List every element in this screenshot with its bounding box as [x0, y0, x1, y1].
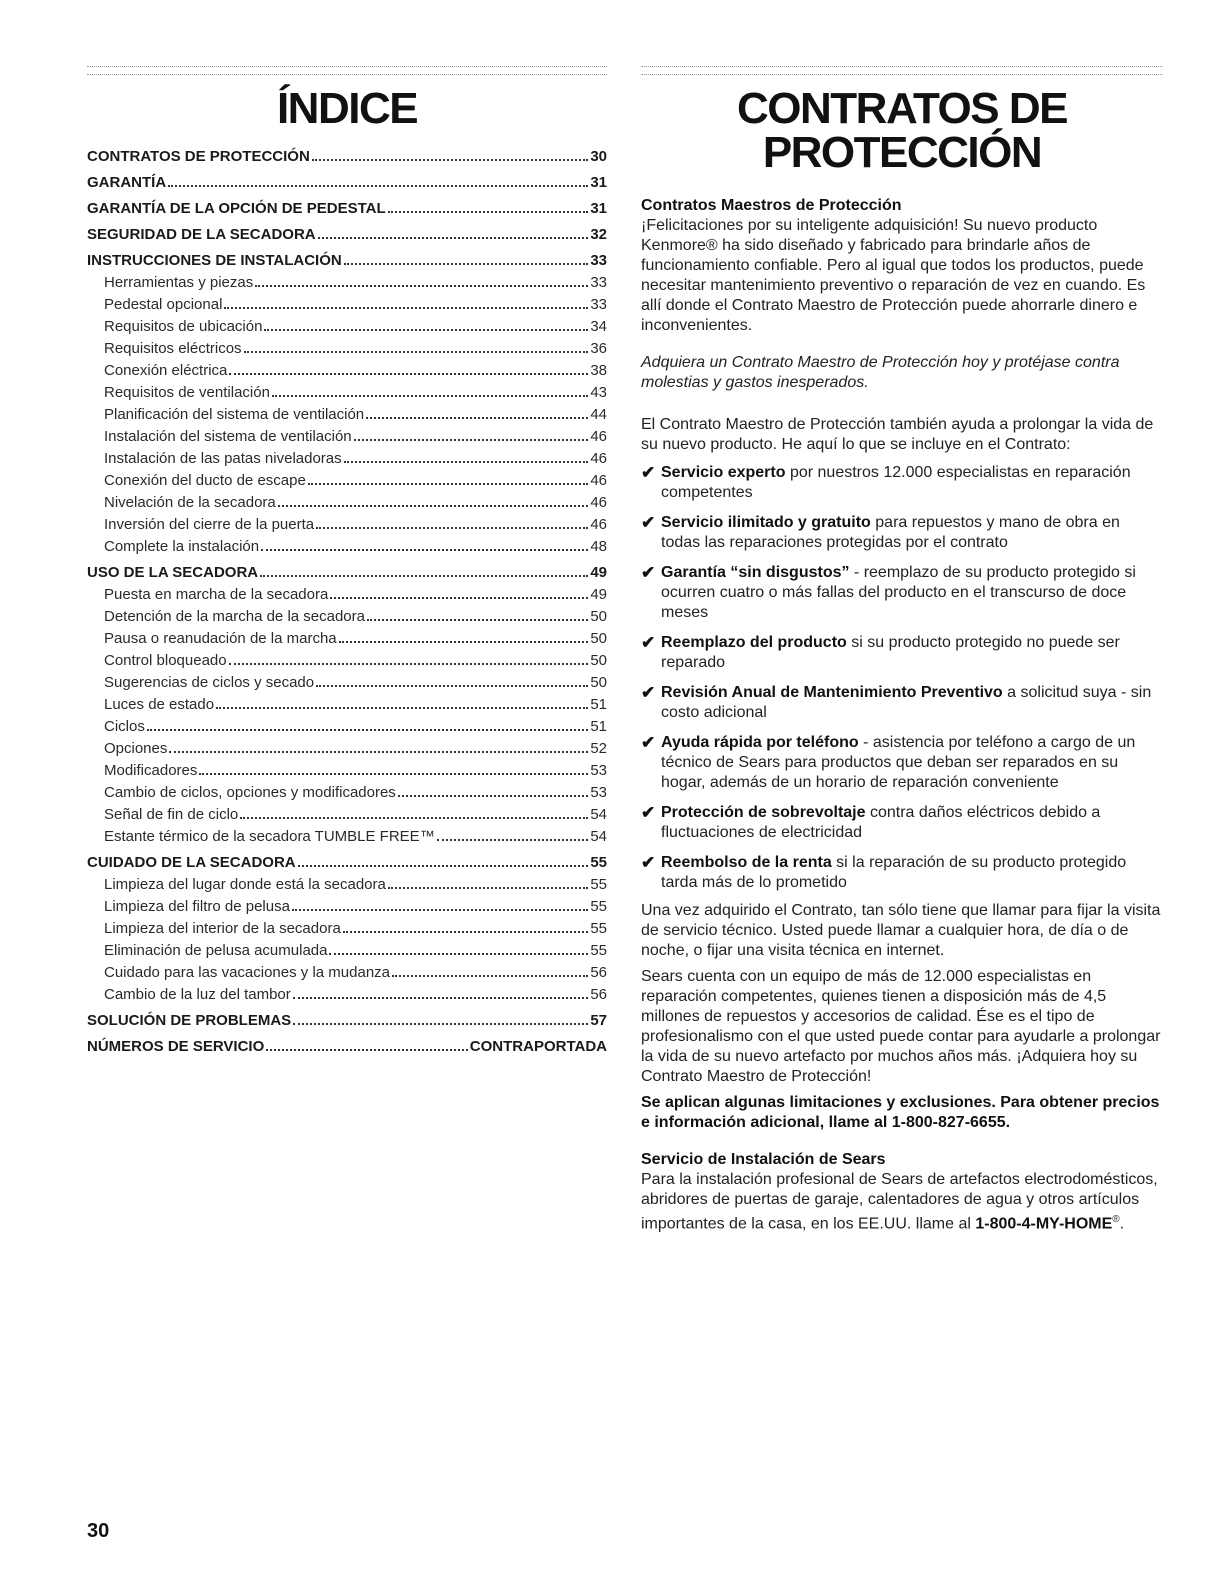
toc-entry-page: 50	[590, 608, 607, 625]
contracts-column	[641, 66, 1163, 1234]
toc-leader-dots	[343, 931, 589, 933]
toc-leader-dots	[344, 263, 589, 265]
toc-entry-page: 56	[590, 986, 607, 1003]
toc-entry	[87, 174, 607, 196]
toc-entry	[87, 854, 607, 876]
toc-column	[87, 66, 607, 1060]
benefit-description: contra daños eléctricos debido a fluctuaciones de electricidad	[661, 804, 1101, 841]
toc-leader-dots	[366, 417, 588, 419]
toc-entry	[87, 898, 607, 920]
italic-note: Adquiera un Contrato Maestro de Protección hoy y protéjase contra molestias y gastos inesperados.	[641, 354, 1120, 391]
toc-leader-dots	[244, 351, 589, 353]
toc-entry-label: INSTRUCCIONES DE INSTALACIÓN	[87, 252, 342, 269]
toc-entry-page: 53	[590, 762, 607, 779]
toc-entry-label: Puesta en marcha de la secadora	[104, 586, 329, 603]
toc-leader-dots	[168, 185, 588, 187]
toc-entry-page: 55	[590, 942, 607, 959]
toc-entry-page: 55	[590, 876, 607, 893]
toc-entry-label: Requisitos de ubicación	[104, 318, 263, 335]
toc-entry-page: 46	[590, 494, 607, 511]
toc-leader-dots	[330, 597, 588, 599]
toc-entry-page: 38	[590, 362, 607, 379]
benefit-description: para repuestos y mano de obra en todas las reparaciones protegidas por el contrato	[661, 514, 1120, 551]
toc-entry-page: 31	[590, 174, 607, 191]
section-heading-master-contracts: Contratos Maestros de Protección	[641, 197, 902, 214]
benefits-list	[641, 463, 1163, 893]
toc-entry-label: GARANTÍA	[87, 174, 167, 191]
benefit-description: a solicitud suya - sin costo adicional	[661, 684, 1152, 721]
toc-entry-label: Modificadores	[104, 762, 198, 779]
toc-entry-page: 51	[590, 718, 607, 735]
benefit-item	[641, 683, 1163, 723]
installation-end: .	[1119, 1215, 1125, 1233]
toc-leader-dots	[293, 997, 589, 999]
toc-entry	[87, 200, 607, 222]
toc-entry	[87, 630, 607, 652]
toc-entry-label: Limpieza del lugar donde está la secadora	[104, 876, 386, 893]
toc-entry-label: Conexión eléctrica	[104, 362, 228, 379]
benefit-text	[661, 733, 1163, 793]
benefit-item	[641, 563, 1163, 623]
toc-leader-dots	[437, 839, 589, 841]
toc-entry	[87, 876, 607, 898]
limitations-note: Se aplican algunas limitaciones y exclusiones. Para obtener precios e información adicional, llame al 1-800-827-6655.	[641, 1094, 1160, 1131]
toc-leader-dots	[199, 773, 588, 775]
toc-entry-label: Requisitos eléctricos	[104, 340, 242, 357]
toc-leader-dots	[392, 975, 588, 977]
toc-entry	[87, 494, 607, 516]
toc-leader-dots	[354, 439, 589, 441]
toc-entry-label: Opciones	[104, 740, 168, 757]
toc-entry-label: Conexión del ducto de escape	[104, 472, 306, 489]
toc-entry	[87, 608, 607, 630]
toc-leader-dots	[229, 663, 589, 665]
benefit-title: Servicio ilimitado y gratuito	[661, 514, 871, 531]
top-rule	[87, 66, 607, 75]
toc-entry-page: 33	[590, 252, 607, 269]
toc-entry-page: 36	[590, 340, 607, 357]
toc-leader-dots	[298, 865, 589, 867]
toc-entry	[87, 318, 607, 340]
checkmark-icon: ✔	[641, 683, 656, 702]
toc-entry-label: Limpieza del interior de la secadora	[104, 920, 341, 937]
checkmark-icon: ✔	[641, 513, 656, 532]
page-number: 30	[87, 1520, 110, 1542]
toc-entry-page: 51	[590, 696, 607, 713]
toc-entry	[87, 340, 607, 362]
toc-entry	[87, 274, 607, 296]
toc-entry-label: Inversión del cierre de la puerta	[104, 516, 315, 533]
toc-leader-dots	[260, 575, 588, 577]
toc-entry-page: 48	[590, 538, 607, 555]
toc-entry-label: Control bloqueado	[104, 652, 227, 669]
benefit-title: Protección de sobrevoltaje	[661, 804, 866, 821]
toc-entry-label: GARANTÍA DE LA OPCIÓN DE PEDESTAL	[87, 200, 386, 217]
toc-entry-page: 33	[590, 274, 607, 291]
benefit-description: por nuestros 12.000 especialistas en reparación competentes	[661, 464, 1131, 501]
benefit-item	[641, 513, 1163, 553]
toc-entry-page: 50	[590, 652, 607, 669]
contracts-title	[641, 84, 1163, 177]
toc-leader-dots	[339, 641, 589, 643]
toc-entry-label: Detención de la marcha de la secadora	[104, 608, 365, 625]
toc-leader-dots	[255, 285, 588, 287]
benefit-title: Servicio experto	[661, 464, 786, 481]
benefit-item	[641, 853, 1163, 893]
toc-entry	[87, 986, 607, 1008]
toc-entry-page: CONTRAPORTADA	[469, 1038, 607, 1055]
toc-entry-page: 49	[590, 564, 607, 581]
toc-entry-label: Cambio de ciclos, opciones y modificadores	[104, 784, 396, 801]
toc-entry-label: Pausa o reanudación de la marcha	[104, 630, 337, 647]
toc-leader-dots	[169, 751, 588, 753]
toc-entry-page: 31	[590, 200, 607, 217]
toc-entry-label: CONTRATOS DE PROTECCIÓN	[87, 148, 310, 165]
benefit-description: - reemplazo de su producto protegido si ocurren cuatro o más fallas del producto en el transcurso de doce meses	[661, 564, 1136, 621]
toc-entry-page: 32	[590, 226, 607, 243]
toc-entry	[87, 1038, 607, 1060]
toc-leader-dots	[398, 795, 589, 797]
toc-entry	[87, 384, 607, 406]
sears-team-paragraph: Sears cuenta con un equipo de más de 12.000 especialistas en reparación competentes, quienes tienen a disposición más de 4,5 millones de repuestos y accesorios de calidad. Ése es el tipo de profesionalismo con el que usted puede contar para ayudarle a prolongar la vida de su nuevo artefacto por muchos años más. ¡Adquiera hoy su Contrato Maestro de Protección!	[641, 968, 1161, 1085]
checkmark-icon: ✔	[641, 563, 656, 582]
toc-leader-dots	[329, 953, 588, 955]
toc-entry-label: Pedestal opcional	[104, 296, 223, 313]
toc-leader-dots	[367, 619, 588, 621]
registered-mark: ®	[1112, 1214, 1120, 1225]
toc-entry-label: Instalación del sistema de ventilación	[104, 428, 352, 445]
toc-entry-label: Limpieza del filtro de pelusa	[104, 898, 290, 915]
toc-entry	[87, 828, 607, 850]
toc-entry-label: NÚMEROS DE SERVICIO	[87, 1038, 265, 1055]
toc-entry-label: Complete la instalación	[104, 538, 260, 555]
toc-entry-label: SOLUCIÓN DE PROBLEMAS	[87, 1012, 292, 1029]
benefit-text	[661, 463, 1163, 503]
benefit-title: Ayuda rápida por teléfono	[661, 734, 859, 751]
toc-leader-dots	[318, 237, 589, 239]
checkmark-icon: ✔	[641, 463, 656, 482]
toc-entry	[87, 718, 607, 740]
benefit-text	[661, 683, 1163, 723]
toc-entry	[87, 450, 607, 472]
toc-entry	[87, 964, 607, 986]
checkmark-icon: ✔	[641, 853, 656, 872]
toc-entry-page: 55	[590, 854, 607, 871]
toc-entry-page: 55	[590, 898, 607, 915]
contracts-title-line2: PROTECCIÓN	[762, 128, 1042, 177]
benefit-text	[661, 853, 1163, 893]
toc-leader-dots	[229, 373, 588, 375]
toc-leader-dots	[316, 685, 588, 687]
section-heading-installation: Servicio de Instalación de Sears	[641, 1151, 886, 1168]
toc-entry	[87, 226, 607, 248]
benefit-title: Reembolso de la renta	[661, 854, 832, 871]
toc-entry-label: Herramientas y piezas	[104, 274, 254, 291]
toc-entry	[87, 252, 607, 274]
toc-entry	[87, 428, 607, 450]
toc-leader-dots	[272, 395, 588, 397]
toc-leader-dots	[308, 483, 589, 485]
toc-entry	[87, 296, 607, 318]
toc-entry-page: 57	[590, 1012, 607, 1029]
checkmark-icon: ✔	[641, 733, 656, 752]
checkmark-icon: ✔	[641, 803, 656, 822]
intro-paragraph: ¡Felicitaciones por su inteligente adquisición! Su nuevo producto Kenmore® ha sido diseñado y fabricado para brindarle años de funcionamiento confiable. Pero al igual que todos los productos, puede necesitar mantenimiento preventivo o reparación de vez en cuando. Es allí donde el Contrato Maestro de Protección puede ahorrarle dinero e inconvenientes.	[641, 217, 1146, 334]
toc-entry-page: 43	[590, 384, 607, 401]
toc-leader-dots	[216, 707, 588, 709]
toc-entry	[87, 762, 607, 784]
toc-entry	[87, 784, 607, 806]
toc-entry-page: 53	[590, 784, 607, 801]
toc-leader-dots	[388, 211, 589, 213]
toc-entry	[87, 148, 607, 170]
toc-entry-label: Sugerencias de ciclos y secado	[104, 674, 315, 691]
installation-phone: 1-800-4-MY-HOME	[975, 1215, 1113, 1233]
toc-leader-dots	[264, 329, 588, 331]
includes-intro: El Contrato Maestro de Protección también ayuda a prolongar la vida de su nuevo producto. He aquí lo que se incluye en el Contrato:	[641, 416, 1154, 453]
toc-entry	[87, 516, 607, 538]
benefit-text	[661, 633, 1163, 673]
toc-entry	[87, 740, 607, 762]
toc-entry-page: 50	[590, 630, 607, 647]
toc-leader-dots	[292, 909, 588, 911]
toc-leader-dots	[316, 527, 588, 529]
toc-entry-label: Cuidado para las vacaciones y la mudanza	[104, 964, 391, 981]
toc-entry-page: 49	[590, 586, 607, 603]
toc-entry-label: Estante térmico de la secadora TUMBLE FREE™	[104, 828, 435, 845]
benefit-item	[641, 803, 1163, 843]
toc-entry-page: 56	[590, 964, 607, 981]
toc-entry-page: 30	[590, 148, 607, 165]
toc-entry	[87, 362, 607, 384]
toc-entry-label: CUIDADO DE LA SECADORA	[87, 854, 296, 871]
toc-leader-dots	[344, 461, 589, 463]
toc-entry-label: SEGURIDAD DE LA SECADORA	[87, 226, 316, 243]
toc-entry-page: 46	[590, 450, 607, 467]
toc-entry-label: Luces de estado	[104, 696, 215, 713]
toc-entry-page: 52	[590, 740, 607, 757]
toc-entry-page: 46	[590, 472, 607, 489]
toc-entry-label: Requisitos de ventilación	[104, 384, 270, 401]
toc-leader-dots	[278, 505, 589, 507]
toc-entry-label: USO DE LA SECADORA	[87, 564, 259, 581]
benefit-item	[641, 463, 1163, 503]
benefit-item	[641, 633, 1163, 673]
installation-paragraph	[641, 1170, 1163, 1234]
toc-list	[87, 148, 607, 1060]
toc-entry-page: 33	[590, 296, 607, 313]
benefit-title: Reemplazo del producto	[661, 634, 847, 651]
toc-entry	[87, 1012, 607, 1034]
toc-entry-page: 54	[590, 806, 607, 823]
toc-leader-dots	[147, 729, 588, 731]
toc-entry-label: Ciclos	[104, 718, 145, 735]
benefit-text	[661, 513, 1163, 553]
toc-entry-label: Cambio de la luz del tambor	[104, 986, 291, 1003]
toc-leader-dots	[312, 159, 589, 161]
toc-entry-page: 54	[590, 828, 607, 845]
toc-entry	[87, 920, 607, 942]
toc-entry-page: 50	[590, 674, 607, 691]
toc-entry	[87, 696, 607, 718]
toc-entry-page: 46	[590, 516, 607, 533]
toc-entry-page: 34	[590, 318, 607, 335]
toc-leader-dots	[266, 1049, 468, 1051]
toc-entry-label: Nivelación de la secadora	[104, 494, 276, 511]
toc-leader-dots	[240, 817, 588, 819]
benefit-title: Revisión Anual de Mantenimiento Preventivo	[661, 684, 1003, 701]
toc-entry-label: Eliminación de pelusa acumulada	[104, 942, 328, 959]
checkmark-icon: ✔	[641, 633, 656, 652]
toc-leader-dots	[224, 307, 588, 309]
top-rule	[641, 66, 1163, 75]
benefit-description: si su producto protegido no puede ser reparado	[661, 634, 1120, 671]
toc-entry-label: Planificación del sistema de ventilación	[104, 406, 365, 423]
toc-entry	[87, 564, 607, 586]
toc-entry	[87, 538, 607, 560]
toc-leader-dots	[293, 1023, 588, 1025]
toc-entry-page: 44	[590, 406, 607, 423]
toc-title: ÍNDICE	[276, 84, 418, 133]
toc-entry-page: 46	[590, 428, 607, 445]
toc-entry-label: Señal de fin de ciclo	[104, 806, 239, 823]
benefit-text	[661, 563, 1163, 623]
toc-entry	[87, 472, 607, 494]
benefit-title: Garantía “sin disgustos”	[661, 564, 850, 581]
toc-entry-label: Instalación de las patas niveladoras	[104, 450, 342, 467]
benefit-item	[641, 733, 1163, 793]
benefit-text	[661, 803, 1163, 843]
contracts-title-line1: CONTRATOS DE	[737, 84, 1067, 133]
toc-entry	[87, 406, 607, 428]
toc-entry	[87, 652, 607, 674]
toc-entry	[87, 674, 607, 696]
after-purchase-paragraph: Una vez adquirido el Contrato, tan sólo tiene que llamar para fijar la visita de servicio técnico. Usted puede llamar a cualquier hora, de día o de noche, o fijar una visita técnica en internet.	[641, 902, 1161, 959]
toc-leader-dots	[388, 887, 588, 889]
toc-leader-dots	[261, 549, 588, 551]
installation-text: Para la instalación profesional de Sears de artefactos electrodomésticos, abridores de puertas de garaje, calentadores de agua y otros artículos importantes de la casa, en los EE.UU. llame al	[641, 1171, 1158, 1233]
toc-entry	[87, 586, 607, 608]
toc-entry	[87, 942, 607, 964]
benefit-description: - asistencia por teléfono a cargo de un técnico de Sears para productos que deban ser reparados en su hogar, además de un horario de reparación conveniente	[661, 734, 1136, 791]
toc-entry	[87, 806, 607, 828]
benefit-description: si la reparación de su producto protegido tarda más de lo prometido	[661, 854, 1127, 891]
toc-entry-page: 55	[590, 920, 607, 937]
